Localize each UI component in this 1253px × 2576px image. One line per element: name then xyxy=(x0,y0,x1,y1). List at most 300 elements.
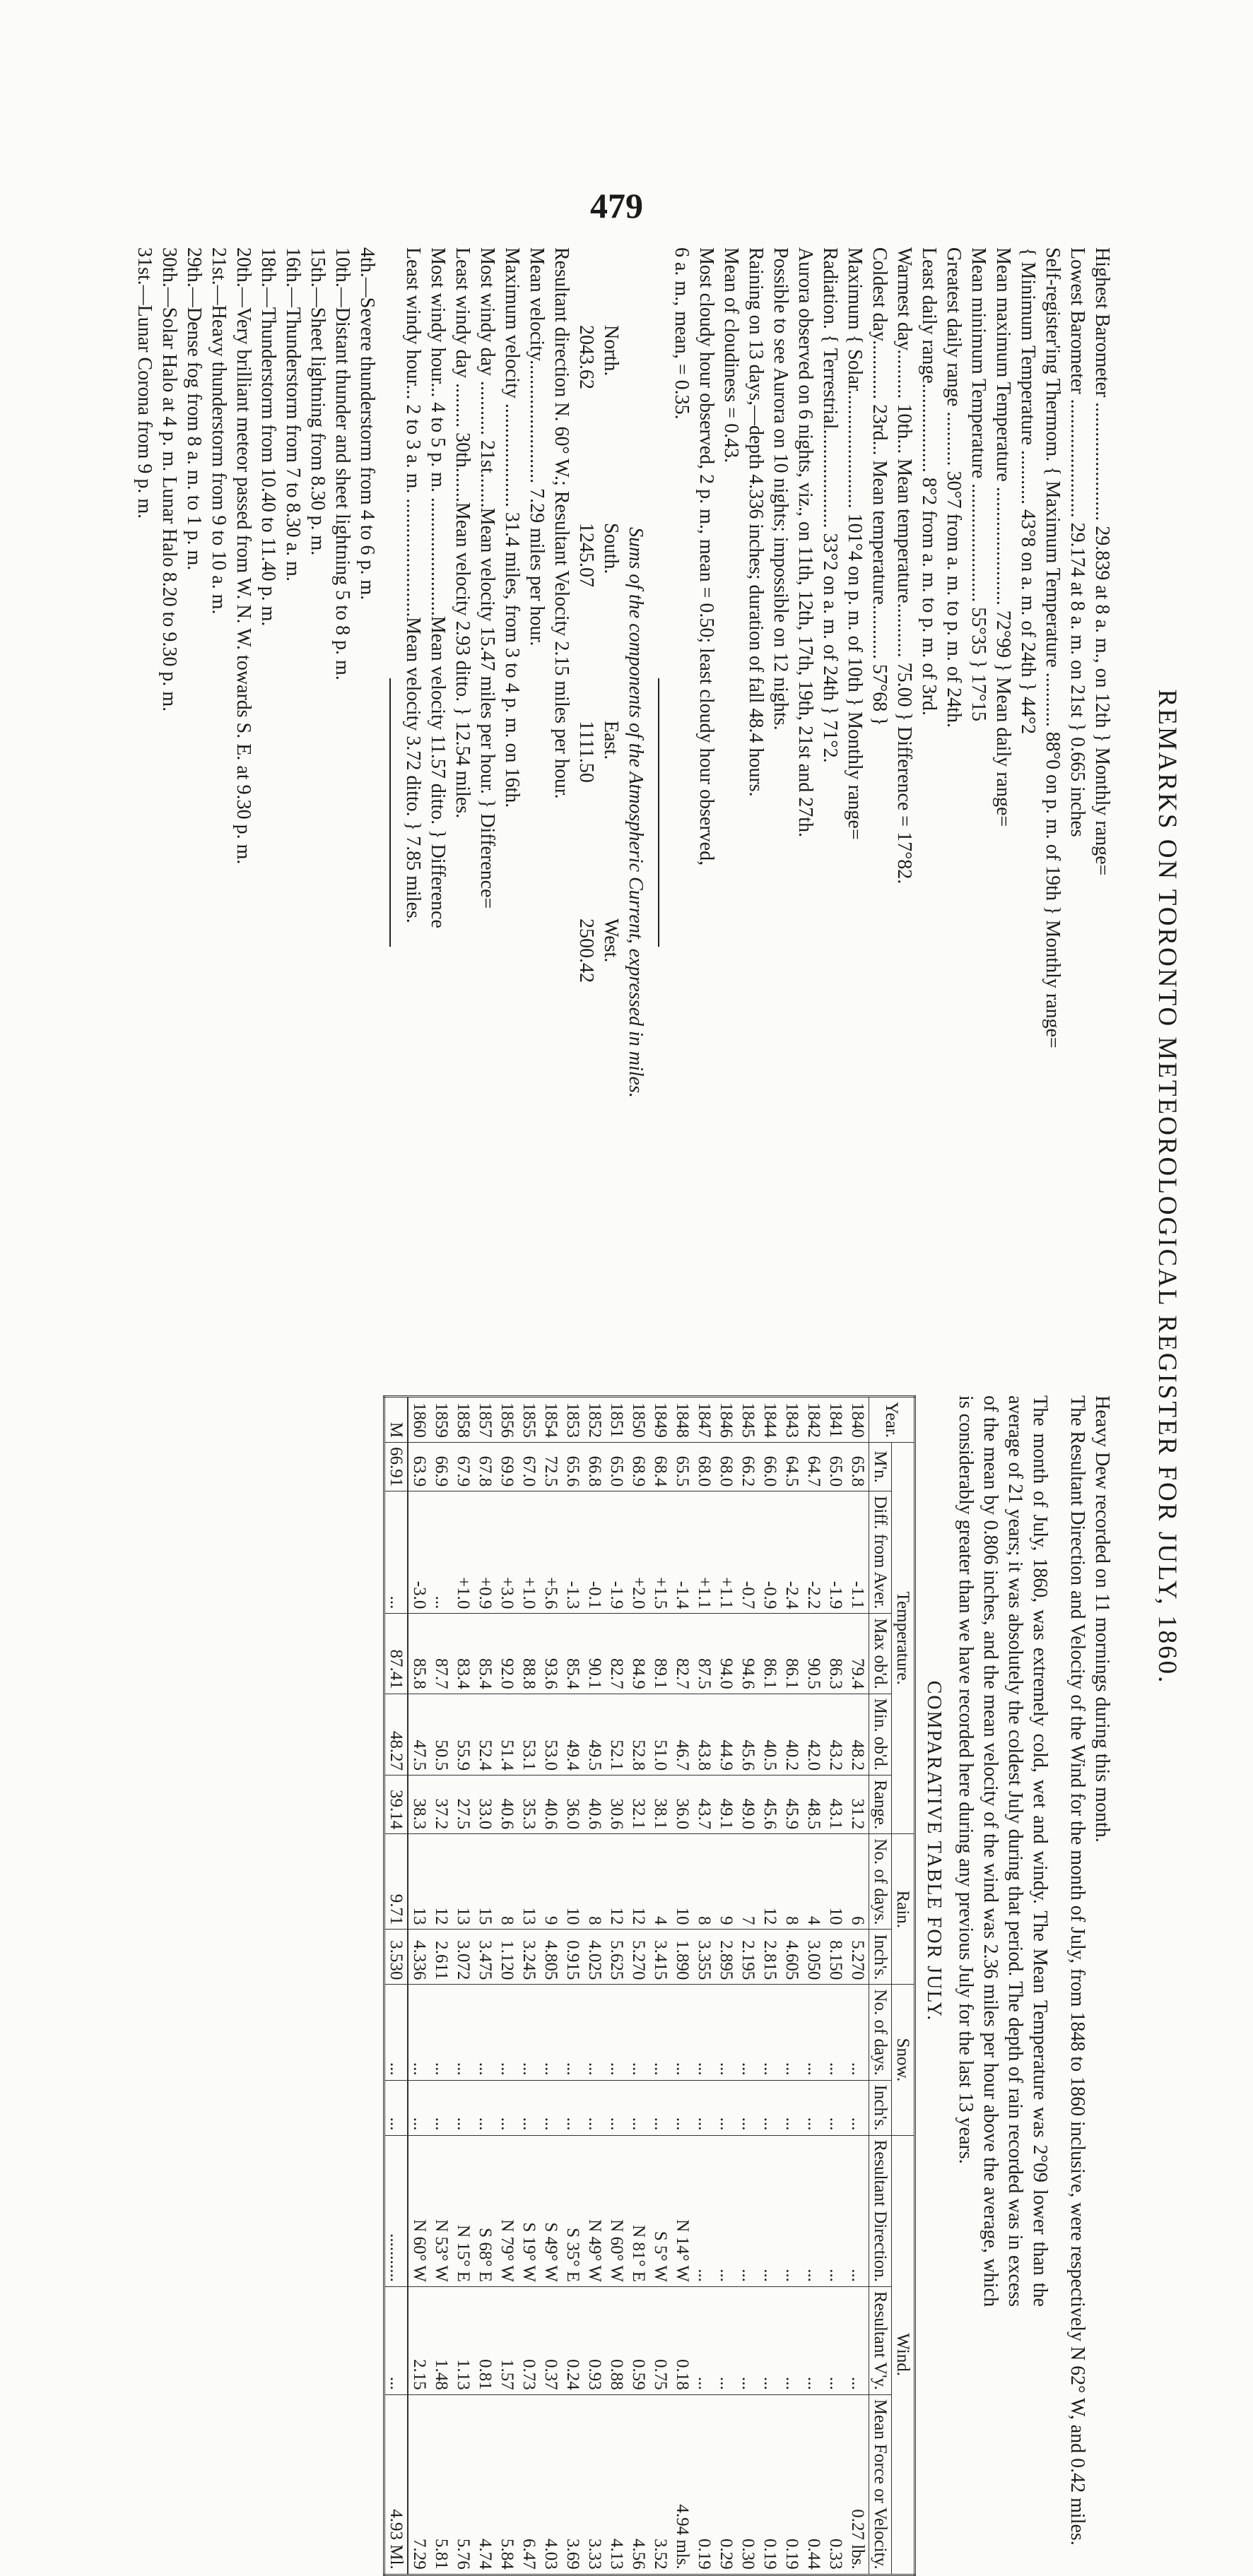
table-cell: 1853 xyxy=(562,1397,584,1443)
table-cell: +2.0 xyxy=(628,1491,649,1614)
table-cell: ... xyxy=(474,1985,496,2080)
table-cell: 0.24 xyxy=(562,2286,584,2394)
table-cell: 65.0 xyxy=(606,1442,628,1491)
table-cell: 4.805 xyxy=(540,1930,562,1985)
wind-line: Least windy hour... 2 to 3 a. m. ........................Mean velocity 3.72 ditto. } 7.85 miles. xyxy=(402,247,424,923)
table-cell: ... xyxy=(452,2080,474,2135)
table-cell: ... xyxy=(693,2080,715,2135)
table-cell: 35.3 xyxy=(518,1776,540,1834)
table-cell: 90.1 xyxy=(584,1614,606,1694)
table-cell: ... xyxy=(759,2135,781,2286)
table-cell: ... xyxy=(803,2286,825,2394)
event-line: 18th.—Thunderstorm from 10.40 to 11.40 p. m. xyxy=(257,247,279,627)
table-cell: 27.5 xyxy=(452,1776,474,1834)
table-cell: ... xyxy=(803,2135,825,2286)
table-body xyxy=(384,1397,869,2575)
table-cell: 90.5 xyxy=(803,1614,825,1694)
table-cell: 40.6 xyxy=(540,1776,562,1834)
table-cell: 43.1 xyxy=(825,1776,847,1834)
table-cell: 47.5 xyxy=(408,1694,430,1775)
table-header-cell: Inch's. xyxy=(869,2080,892,2135)
summary-line: Least daily range.................. 8°2 from a. m. to p. m. of 3rd. xyxy=(918,247,940,716)
table-cell: ... xyxy=(759,1985,781,2080)
table-cell: 3.69 xyxy=(562,2394,584,2575)
table-cell: 43.8 xyxy=(693,1694,715,1775)
table-cell: 3.530 xyxy=(384,1930,408,1985)
table-cell: 68.9 xyxy=(628,1442,649,1491)
table-cell: ... xyxy=(737,1985,759,2080)
table-cell: 3.050 xyxy=(803,1930,825,1985)
table-cell: 53.1 xyxy=(518,1694,540,1775)
summary-line: 6 a. m., mean, = 0.35. xyxy=(671,247,693,420)
table-cell: 49.5 xyxy=(584,1694,606,1775)
table-cell: 12 xyxy=(606,1834,628,1930)
table-cell: ... xyxy=(847,2135,869,2286)
table-group-cell: Temperature. xyxy=(892,1442,915,1833)
table-cell: 87.5 xyxy=(693,1614,715,1694)
table-header-cell: Mean Force or Velocity. xyxy=(869,2394,892,2575)
notes-lines xyxy=(1065,1395,1114,2546)
table-cell: 1842 xyxy=(803,1397,825,1443)
table-cell: ... xyxy=(781,2135,803,2286)
table-cell: ... xyxy=(759,2286,781,2394)
table-header-cell: Year. xyxy=(869,1397,915,1443)
table-row xyxy=(693,1397,715,2575)
table-cell: 43.7 xyxy=(693,1776,715,1834)
divider xyxy=(389,678,391,947)
event-line: 30th.—Solar Halo at 4 p. m. Lunar Halo 8.20 to 9.30 p. m. xyxy=(158,247,180,712)
table-cell: S 5° W xyxy=(649,2135,671,2286)
component-value: 2043.62 xyxy=(575,325,597,389)
table-cell: ... xyxy=(649,2080,671,2135)
comparative-table xyxy=(383,1395,916,2576)
table-cell: ... xyxy=(584,2080,606,2135)
table-row xyxy=(452,1397,474,2575)
table-cell: 13 xyxy=(518,1834,540,1930)
table-cell: ... xyxy=(628,2080,649,2135)
table-cell: ... xyxy=(803,2080,825,2135)
table-cell: 4.336 xyxy=(408,1930,430,1985)
table-mean-row xyxy=(384,1397,408,2575)
table-cell: 87.41 xyxy=(384,1614,408,1694)
table-cell: -0.7 xyxy=(737,1491,759,1614)
table-cell: 10 xyxy=(825,1834,847,1930)
table-cell: 4 xyxy=(649,1834,671,1930)
table-cell: 4.03 xyxy=(540,2394,562,2575)
table-cell: 65.8 xyxy=(847,1442,869,1491)
table-cell: 52.8 xyxy=(628,1694,649,1775)
table-cell: 51.0 xyxy=(649,1694,671,1775)
table-cell: 32.1 xyxy=(628,1776,649,1834)
table-cell: 36.0 xyxy=(562,1776,584,1834)
table-header-cell: Range. xyxy=(869,1776,892,1834)
table-cell: 0.915 xyxy=(562,1930,584,1985)
table-cell: -0.1 xyxy=(584,1491,606,1614)
table-header-cell: Resultant V'y. xyxy=(869,2286,892,2394)
table-cell: S 19° W xyxy=(518,2135,540,2286)
table-cell: 1849 xyxy=(649,1397,671,1443)
table-cell: 94.0 xyxy=(715,1614,737,1694)
table-cell: 36.0 xyxy=(671,1776,693,1834)
table-cell: 40.6 xyxy=(584,1776,606,1834)
summary-lines xyxy=(669,247,1114,1378)
table-cell: 45.6 xyxy=(759,1776,781,1834)
table-cell: ........... xyxy=(384,2135,408,2286)
table-row xyxy=(781,1397,803,2575)
table-cell: 0.30 xyxy=(737,2394,759,2575)
table-row xyxy=(584,1397,606,2575)
table-cell: 85.4 xyxy=(562,1614,584,1694)
table-cell: 0.19 xyxy=(759,2394,781,2575)
table-cell: 3.475 xyxy=(474,1930,496,1985)
table-cell: 86.3 xyxy=(825,1614,847,1694)
table-cell: 39.14 xyxy=(384,1776,408,1834)
wind-line: Mean velocity......................... 7.29 miles per hour. xyxy=(526,247,548,646)
table-cell: ... xyxy=(737,2135,759,2286)
table-cell: ... xyxy=(384,2286,408,2394)
summary-line: Highest Barometer ........................ 29.839 at 8 a. m., on 12th } Monthly range= xyxy=(1091,247,1113,876)
table-cell: ... xyxy=(562,1985,584,2080)
event-lines xyxy=(132,247,380,1378)
table-header-cell: Resultant Direction. xyxy=(869,2135,892,2286)
table-cell: 85.8 xyxy=(408,1614,430,1694)
summary-line: Aurora observed on 6 nights, viz., on 11th, 12th, 17th, 19th, 21st and 27th. xyxy=(794,247,816,837)
table-cell: 0.33 xyxy=(825,2394,847,2575)
table-header-cell: M'n. xyxy=(869,1442,892,1491)
table-cell: 38.3 xyxy=(408,1776,430,1834)
table-cell: 67.9 xyxy=(452,1442,474,1491)
note-line: The Resultant Direction and Velocity of the Wind for the month of July, from 1848 to 1860 inclusive, were respectively N 62° W, and 0.42 miles. xyxy=(1066,1395,1088,2546)
component-header: South. xyxy=(600,523,622,574)
wind-line: Most windy day ........... 21st.......Mean velocity 15.47 miles per hour. } Difference= xyxy=(476,247,498,909)
table-cell: 1860 xyxy=(408,1397,430,1443)
table-cell: ... xyxy=(474,2080,496,2135)
event-line: 20th.—Very brilliant meteor passed from W. N. W. towards S. E. at 9.30 p. m. xyxy=(233,247,254,865)
table-cell: N 60° W xyxy=(606,2135,628,2286)
table-cell: ... xyxy=(715,1985,737,2080)
table-cell: 10 xyxy=(562,1834,584,1930)
table-cell: 94.6 xyxy=(737,1614,759,1694)
table-cell: 49.1 xyxy=(715,1776,737,1834)
table-cell: ... xyxy=(518,1985,540,2080)
table-cell: -1.4 xyxy=(671,1491,693,1614)
table-cell: 8.150 xyxy=(825,1930,847,1985)
table-cell: ... xyxy=(606,1985,628,2080)
table-cell: -1.9 xyxy=(825,1491,847,1614)
table-cell: 45.9 xyxy=(781,1776,803,1834)
table-cell: 12 xyxy=(759,1834,781,1930)
table-cell: 6 xyxy=(847,1834,869,1930)
table-cell: -3.0 xyxy=(408,1491,430,1614)
table-cell: ... xyxy=(781,2080,803,2135)
table-cell: 49.4 xyxy=(562,1694,584,1775)
rotated-page-content xyxy=(101,57,1182,2570)
table-cell: 65.0 xyxy=(825,1442,847,1491)
table-cell: ... xyxy=(540,1985,562,2080)
table-cell: 85.4 xyxy=(474,1614,496,1694)
table-cell: 63.9 xyxy=(408,1442,430,1491)
table-cell: 2.895 xyxy=(715,1930,737,1985)
table-cell: 8 xyxy=(496,1834,518,1930)
table-cell: 68.4 xyxy=(649,1442,671,1491)
table-header-cell: Max ob'd. xyxy=(869,1614,892,1694)
table-cell: 8 xyxy=(693,1834,715,1930)
table-cell: 51.4 xyxy=(496,1694,518,1775)
table-row xyxy=(628,1397,649,2575)
table-cell: 53.0 xyxy=(540,1694,562,1775)
table-cell: 38.1 xyxy=(649,1776,671,1834)
table-cell: 64.5 xyxy=(781,1442,803,1491)
table-cell: 55.9 xyxy=(452,1694,474,1775)
table-cell: 89.1 xyxy=(649,1614,671,1694)
table-cell: 5.270 xyxy=(847,1930,869,1985)
table-cell: +1.0 xyxy=(452,1491,474,1614)
table-row xyxy=(474,1397,496,2575)
table-row xyxy=(562,1397,584,2575)
table-header-row xyxy=(869,1397,892,2575)
table-cell: ... xyxy=(496,1985,518,2080)
table-cell: 2.815 xyxy=(759,1930,781,1985)
table-cell: 0.59 xyxy=(628,2286,649,2394)
table-cell: +3.0 xyxy=(496,1491,518,1614)
table-cell: 48.2 xyxy=(847,1694,869,1775)
table-cell: 1858 xyxy=(452,1397,474,1443)
summary-line: Mean maximum Temperature ........................ 72°99 } Mean daily range= xyxy=(992,247,1014,827)
table-cell: ... xyxy=(693,1985,715,2080)
table-cell: 0.37 xyxy=(540,2286,562,2394)
table-cell: 49.0 xyxy=(737,1776,759,1834)
table-cell: 42.0 xyxy=(803,1694,825,1775)
summary-line: Lowest Barometer ........................ 29.174 at 8 a. m. on 21st } 0.665 inches xyxy=(1066,247,1088,837)
table-cell: ... xyxy=(540,2080,562,2135)
table-cell: 9 xyxy=(540,1834,562,1930)
table-cell: 40.5 xyxy=(759,1694,781,1775)
table-cell: -2.2 xyxy=(803,1491,825,1614)
table-cell: 1844 xyxy=(759,1397,781,1443)
table-cell: 12 xyxy=(628,1834,649,1930)
table-cell: ... xyxy=(737,2286,759,2394)
table-cell: S 68° E xyxy=(474,2135,496,2286)
table-cell: 3.355 xyxy=(693,1930,715,1985)
table-cell: 66.91 xyxy=(384,1442,408,1491)
table-cell: 1.890 xyxy=(671,1930,693,1985)
table-cell: +1.5 xyxy=(649,1491,671,1614)
table-cell: N 53° W xyxy=(430,2135,452,2286)
table-cell: 4.025 xyxy=(584,1930,606,1985)
table-cell: 72.5 xyxy=(540,1442,562,1491)
table-cell: 4.93 Ml. xyxy=(384,2394,408,2575)
table-cell: -1.9 xyxy=(606,1491,628,1614)
table-cell: +5.6 xyxy=(540,1491,562,1614)
summary-line: Mean of cloudiness = 0.43. xyxy=(720,247,742,463)
event-line: 16th.—Thunderstorm from 7 to 8.30 a. m. xyxy=(282,247,304,581)
table-cell: 1852 xyxy=(584,1397,606,1443)
table-cell: 1.57 xyxy=(496,2286,518,2394)
table-cell: 1.120 xyxy=(496,1930,518,1985)
table-cell: ... xyxy=(430,1491,452,1614)
component-value: 1245.07 xyxy=(575,523,597,587)
table-cell: -0.9 xyxy=(759,1491,781,1614)
table-cell: 44.9 xyxy=(715,1694,737,1775)
table-cell: 92.0 xyxy=(496,1614,518,1694)
table-row xyxy=(759,1397,781,2575)
table-cell: 6.47 xyxy=(518,2394,540,2575)
table-cell: 0.19 xyxy=(693,2394,715,2575)
table-cell: 12 xyxy=(430,1834,452,1930)
table-cell: 1856 xyxy=(496,1397,518,1443)
table-cell: ... xyxy=(715,2135,737,2286)
table-cell: 0.73 xyxy=(518,2286,540,2394)
note-line: Heavy Dew recorded on 11 mornings during this month. xyxy=(1091,1395,1113,1843)
table-row xyxy=(737,1397,759,2575)
table-cell: ... xyxy=(384,2080,408,2135)
table-cell: +1.1 xyxy=(693,1491,715,1614)
table-cell: N 15° E xyxy=(452,2135,474,2286)
table-cell: -2.4 xyxy=(781,1491,803,1614)
table-cell: 4.94 mls. xyxy=(671,2394,693,2575)
table-cell: ... xyxy=(825,2080,847,2135)
table-cell: N 81° E xyxy=(628,2135,649,2286)
table-row xyxy=(825,1397,847,2575)
table-row xyxy=(518,1397,540,2575)
component-header: West. xyxy=(600,918,622,963)
components-values xyxy=(574,247,599,1378)
table-cell: ... xyxy=(584,1985,606,2080)
table-cell: 48.5 xyxy=(803,1776,825,1834)
table-cell: ... xyxy=(847,2080,869,2135)
table-cell: 1859 xyxy=(430,1397,452,1443)
table-cell: 4.605 xyxy=(781,1930,803,1985)
table-cell: ... xyxy=(693,2135,715,2286)
table-cell: 1840 xyxy=(847,1397,869,1443)
components-headers xyxy=(599,247,623,1378)
table-row xyxy=(803,1397,825,2575)
wind-line: Most windy hour... 4 to 5 p. m. ........................Mean velocity 11.57 ditto. } Difference xyxy=(427,247,449,928)
table-cell: 30.6 xyxy=(606,1776,628,1834)
table-cell: N 60° W xyxy=(408,2135,430,2286)
table-cell: 0.19 xyxy=(781,2394,803,2575)
table-cell: ... xyxy=(518,2080,540,2135)
summary-line: Warmest day.......... 10th... Mean temperature........... 75.00 } Difference = 17°82. xyxy=(893,247,915,885)
table-header-cell: No. of days. xyxy=(869,1834,892,1930)
table-cell: 67.8 xyxy=(474,1442,496,1491)
summary-line: { Minimum Temperature ........... 43°8 on a. m. of 24th } 44°2 xyxy=(1017,247,1039,735)
summary-line: Most cloudy hour observed, 2 p. m., mean = 0.50; least cloudy hour observed, xyxy=(695,247,717,866)
table-cell: N 14° W xyxy=(671,2135,693,2286)
table-cell: ... xyxy=(825,2135,847,2286)
table-cell: 46.7 xyxy=(671,1694,693,1775)
table-cell: N 79° W xyxy=(496,2135,518,2286)
table-cell: 7 xyxy=(737,1834,759,1930)
table-cell: 3.415 xyxy=(649,1930,671,1985)
table-cell: +1.1 xyxy=(715,1491,737,1614)
table-cell: 9.71 xyxy=(384,1834,408,1930)
table-cell: ... xyxy=(715,2080,737,2135)
table-row xyxy=(671,1397,693,2575)
table-cell: 5.76 xyxy=(452,2394,474,2575)
table-cell: M xyxy=(384,1397,408,1443)
component-value: 1111.50 xyxy=(575,721,597,783)
table-cell: 4.13 xyxy=(606,2394,628,2575)
event-line: 15th.—Sheet lightning from 8.30 p. m. xyxy=(307,247,329,556)
table-cell: 82.7 xyxy=(671,1614,693,1694)
table-cell: 83.4 xyxy=(452,1614,474,1694)
table-row xyxy=(496,1397,518,2575)
table-cell: 1.48 xyxy=(430,2286,452,2394)
table-cell: ... xyxy=(781,2286,803,2394)
divider xyxy=(658,678,659,947)
table-cell: 68.0 xyxy=(715,1442,737,1491)
table-cell: 8 xyxy=(781,1834,803,1930)
summary-line: Self-register'ing Thermom. { Maximum Temperature ........... 88°0 on p. m. of 19th } Monthly range= xyxy=(1042,247,1064,1048)
table-cell: ... xyxy=(847,1985,869,2080)
event-line: 4th.—Severe thunderstorm from 4 to 6 p. m. xyxy=(356,247,378,601)
table-cell: ... xyxy=(847,2286,869,2394)
table-cell: ... xyxy=(803,1985,825,2080)
table-cell: 5.84 xyxy=(496,2394,518,2575)
table-cell: 87.7 xyxy=(430,1614,452,1694)
table-cell: S 49° W xyxy=(540,2135,562,2286)
summary-line: Greatest daily range ........... 30°7 from a. m. to p. m. of 24th. xyxy=(943,247,965,728)
table-cell: 1854 xyxy=(540,1397,562,1443)
table-cell: ... xyxy=(649,1985,671,2080)
table-cell: 13 xyxy=(408,1834,430,1930)
table-cell: ... xyxy=(781,1985,803,2080)
table-row xyxy=(408,1397,430,2575)
table-cell: 1847 xyxy=(693,1397,715,1443)
table-cell: N 49° W xyxy=(584,2135,606,2286)
summary-line: Maximum { Solar........................ 101°4 on p. m. of 10th } Monthly range= xyxy=(844,247,866,840)
component-header: North. xyxy=(600,325,622,377)
table-cell: 43.2 xyxy=(825,1694,847,1775)
table-cell: ... xyxy=(384,1985,408,2080)
table-cell: 69.9 xyxy=(496,1442,518,1491)
table-cell: ... xyxy=(693,2286,715,2394)
table-cell: 0.44 xyxy=(803,2394,825,2575)
table-cell: ... xyxy=(628,1985,649,2080)
table-header-cell: Inch's. xyxy=(869,1930,892,1985)
wind-line: Resultant direction N. 60° W.; Resultant Velocity 2.15 miles per hour. xyxy=(551,247,572,799)
table-cell: 5.81 xyxy=(430,2394,452,2575)
table-cell: 65.5 xyxy=(671,1442,693,1491)
components-heading: Sums of the components of the Atmospheric Current, expressed in miles. xyxy=(625,527,647,1098)
table-cell: 15 xyxy=(474,1834,496,1930)
table-cell: 4.74 xyxy=(474,2394,496,2575)
table-cell: ... xyxy=(430,2080,452,2135)
table-group-cell: Snow. xyxy=(892,1985,915,2135)
right-column xyxy=(383,1395,1114,2570)
table-group-cell: Rain. xyxy=(892,1834,915,1985)
table-cell: 0.75 xyxy=(649,2286,671,2394)
table-cell: -1.3 xyxy=(562,1491,584,1614)
wind-lines xyxy=(401,247,574,1378)
table-cell: ... xyxy=(671,1985,693,2080)
table-row xyxy=(606,1397,628,2575)
table-cell: 86.1 xyxy=(781,1614,803,1694)
table-cell: 0.29 xyxy=(715,2394,737,2575)
table-cell: 33.0 xyxy=(474,1776,496,1834)
table-cell: 3.52 xyxy=(649,2394,671,2575)
table-cell: 1845 xyxy=(737,1397,759,1443)
table-cell: ... xyxy=(452,1985,474,2080)
table-cell: 37.2 xyxy=(430,1776,452,1834)
summary-line: Raining on 13 days,—depth 4.336 inches; duration of fall 48.4 hours. xyxy=(745,247,767,797)
table-cell: 3.072 xyxy=(452,1930,474,1985)
table-cell: 10 xyxy=(671,1834,693,1930)
table-cell: 64.7 xyxy=(803,1442,825,1491)
table-cell: 40.6 xyxy=(496,1776,518,1834)
table-cell: ... xyxy=(737,2080,759,2135)
